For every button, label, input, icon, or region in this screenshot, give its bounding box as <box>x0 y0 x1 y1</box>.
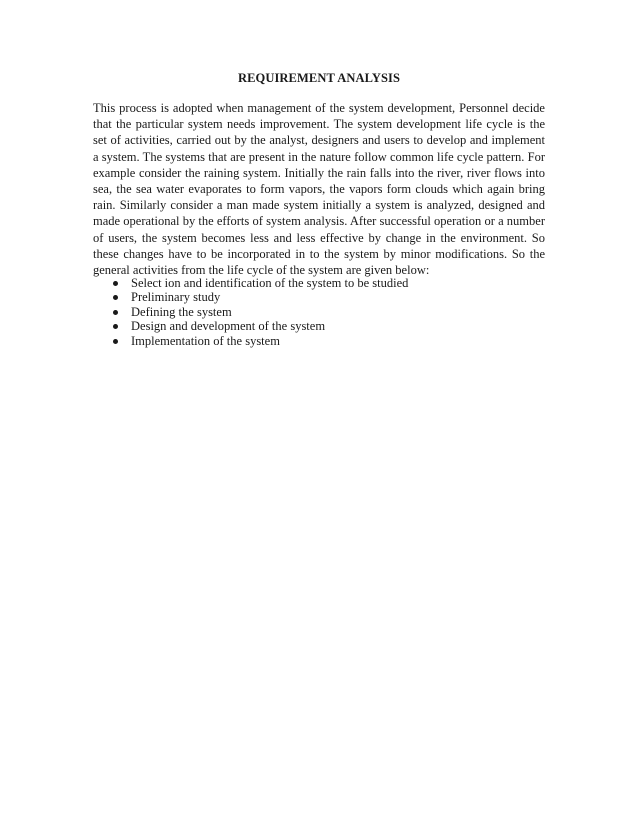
list-item-text: Design and development of the system <box>131 319 326 334</box>
document-title: REQUIREMENT ANALYSIS <box>237 71 401 85</box>
list-item-text: Preliminary study <box>131 290 221 305</box>
activities-list <box>113 276 543 348</box>
list-item <box>113 276 543 290</box>
list-item-text: Implementation of the system <box>131 333 280 348</box>
list-item <box>113 319 543 333</box>
list-item <box>113 305 543 319</box>
bullet-icon <box>113 295 118 300</box>
bullet-icon <box>113 310 118 315</box>
list-item-text: Select ion and identification of the system to be studied <box>131 276 409 290</box>
bullet-icon <box>113 281 118 286</box>
list-item-text: Defining the system <box>131 304 232 319</box>
body-paragraph: This process is adopted when management of the system development, Personnel decide that the particular system needs improvement. The system development life cycle is the set of activities, carried out by the analyst, designers and users to develop and implement a system. The systems that are present in the nature follow common life cycle pattern. For example consider the raining system. Initially the rain falls into the river, river flows into sea, the sea water evaporates to form vapors, the vapors form clouds which again bring rain. Similarly consider a man made system initially a system is analyzed, designed and made operational by the efforts of system analysis. After successful operation or a number of users, the system becomes less and less effective by change in the environment. So these changes have to be incorporated in to the system by minor modifications. So the general activities from the life cycle of the system are given below: <box>93 101 545 278</box>
list-item <box>113 290 543 304</box>
bullet-icon <box>113 339 118 344</box>
bullet-icon <box>113 324 118 329</box>
list-item <box>113 334 543 348</box>
